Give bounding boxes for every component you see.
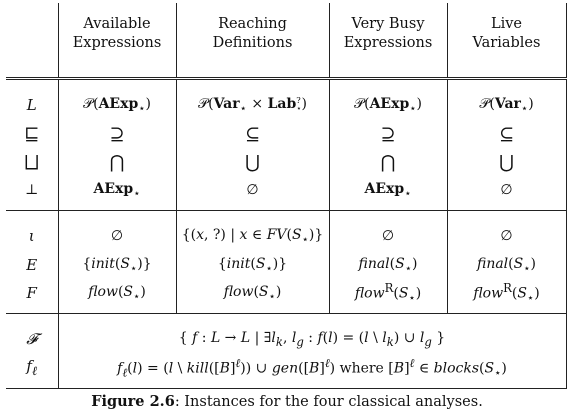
row-iota xyxy=(6,211,566,252)
row-label-order: ⊑ xyxy=(24,123,40,145)
cell-bottom-vbe: AExp$_⋆$ xyxy=(329,176,447,211)
row-order xyxy=(6,120,566,148)
cell-E-lv: $final(S_⋆)$ xyxy=(447,251,566,279)
figure-caption xyxy=(0,393,574,410)
cell-frameworks-formula: { f : L → L | $\exists l_k$, $l_g$ : f(l) = (l \ $l_k$) ∪ $l_g$ } xyxy=(58,314,566,355)
cell-F-vbe: $flow^R(S_⋆)$ xyxy=(329,279,447,314)
cell-bottom-rd: ∅ xyxy=(176,176,329,211)
cell-iota-lv: ∅ xyxy=(447,211,566,252)
row-label-iota: ι xyxy=(6,211,58,252)
caption-text: : Instances for the four classical analyses. xyxy=(174,394,483,410)
column-header-available-expressions: Available Expressions xyxy=(58,3,176,79)
cell-L-lv: 𝒫(Var$_⋆$) xyxy=(447,79,566,121)
row-label-bottom: ⊥ xyxy=(25,182,39,198)
column-header-live-variables: Live Variables xyxy=(447,3,566,79)
cell-F-lv: $flow^R(S_⋆)$ xyxy=(447,279,566,314)
row-label-F: F xyxy=(26,284,37,302)
cell-order-ae: ⊇ xyxy=(58,120,176,148)
header-row xyxy=(6,3,566,79)
cell-L-rd: 𝒫(Var$_⋆$ × Lab ? ⋆ ) xyxy=(176,79,329,121)
cell-join-ae: ⋂ xyxy=(58,148,176,176)
cell-join-lv: ⋃ xyxy=(447,148,566,176)
corner-cell xyxy=(6,3,58,79)
row-label-join: ⨆ xyxy=(24,151,39,173)
cell-join-rd: ⋃ xyxy=(176,148,329,176)
row-label-frameworks: 𝓕 xyxy=(6,314,58,355)
cell-iota-rd: {(x, ?) | x ∈ $FV(S_⋆)$} xyxy=(176,211,329,252)
cell-L-vbe: 𝒫(AExp$_⋆$) xyxy=(329,79,447,121)
row-bottom xyxy=(6,176,566,211)
row-E xyxy=(6,251,566,279)
cell-F-rd: $flow(S_⋆)$ xyxy=(176,279,329,314)
row-label-L: L xyxy=(6,79,58,121)
cell-order-vbe: ⊇ xyxy=(329,120,447,148)
cell-join-vbe: ⋂ xyxy=(329,148,447,176)
row-label-transfer: $f_\ell$ xyxy=(6,354,58,389)
cell-E-ae: $\{init(S_⋆)\}$ xyxy=(58,251,176,279)
cell-bottom-lv: ∅ xyxy=(447,176,566,211)
row-label-E: E xyxy=(26,256,38,274)
analyses-table xyxy=(6,3,567,389)
cell-bottom-ae: AExp$_⋆$ xyxy=(58,176,176,211)
cell-iota-vbe: ∅ xyxy=(329,211,447,252)
cell-E-vbe: $final(S_⋆)$ xyxy=(329,251,447,279)
column-header-reaching-definitions: Reaching Definitions xyxy=(176,3,329,79)
cell-transfer-formula: $f_\ell(l) = (l$ \ $kill([B]^\ell)$) ∪ $gen([B]^\ell)$ where $[B]^\ell$ ∈ $blocks(S_⋆)$ xyxy=(58,354,566,389)
row-lattice xyxy=(6,79,566,121)
row-join xyxy=(6,148,566,176)
row-frameworks xyxy=(6,314,566,355)
caption-label: Figure 2.6 xyxy=(91,393,175,410)
row-F xyxy=(6,279,566,314)
cell-iota-ae: ∅ xyxy=(58,211,176,252)
cell-L-ae: 𝒫(AExp$_⋆$) xyxy=(58,79,176,121)
row-transfer xyxy=(6,354,566,389)
column-header-very-busy-expressions: Very Busy Expressions xyxy=(329,3,447,79)
cell-order-rd: ⊆ xyxy=(176,120,329,148)
cell-order-lv: ⊆ xyxy=(447,120,566,148)
cell-F-ae: $flow(S_⋆)$ xyxy=(58,279,176,314)
cell-E-rd: $\{init(S_⋆)\}$ xyxy=(176,251,329,279)
